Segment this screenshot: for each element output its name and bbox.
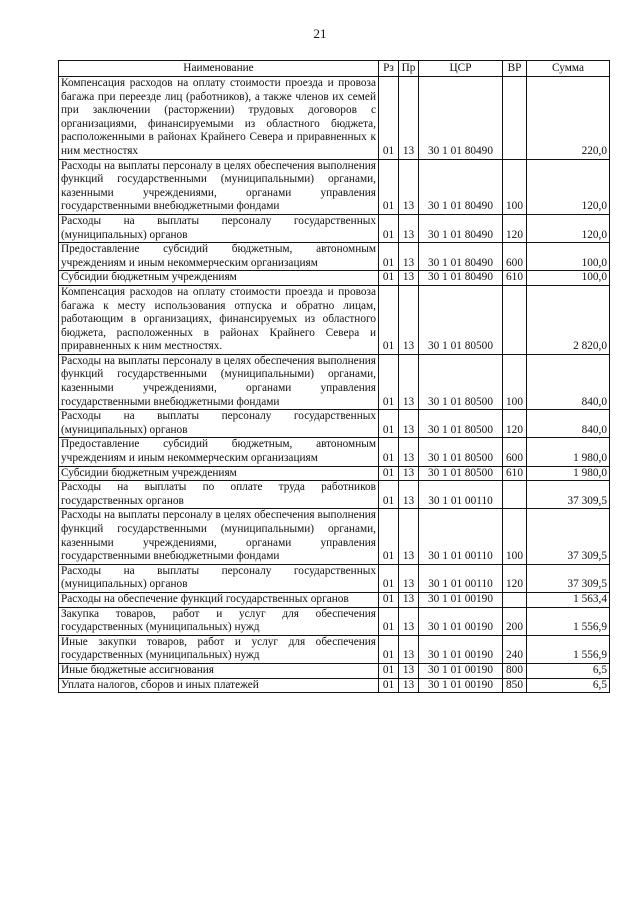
row-csr: 30 1 01 80490	[419, 159, 503, 214]
row-sum: 220,0	[527, 77, 610, 160]
row-sum: 37 309,5	[527, 564, 610, 592]
row-name: Расходы на выплаты персоналу в целях обеспечения выполнения функций государственными (муниципальными) органами, казенными учреждениями, органами управления государственными внебюджетными фондами	[59, 509, 379, 564]
table-row	[59, 243, 610, 271]
row-sum: 840,0	[527, 354, 610, 409]
table-row	[59, 285, 610, 354]
row-vr	[503, 481, 527, 509]
row-pr: 13	[399, 214, 419, 242]
row-sum: 1 980,0	[527, 438, 610, 466]
row-pr: 13	[399, 438, 419, 466]
row-csr: 30 1 01 80500	[419, 466, 503, 481]
table-row	[59, 663, 610, 678]
row-pr: 13	[399, 285, 419, 354]
row-vr: 100	[503, 509, 527, 564]
row-name: Субсидии бюджетным учреждениям	[59, 466, 379, 481]
row-vr: 600	[503, 243, 527, 271]
row-csr: 30 1 01 80490	[419, 271, 503, 286]
row-pr: 13	[399, 635, 419, 663]
row-rz: 01	[379, 214, 399, 242]
table-row	[59, 354, 610, 409]
row-csr: 30 1 01 80500	[419, 438, 503, 466]
row-rz: 01	[379, 592, 399, 607]
row-csr: 30 1 01 80490	[419, 77, 503, 160]
row-csr: 30 1 01 00190	[419, 663, 503, 678]
row-pr: 13	[399, 159, 419, 214]
row-rz: 01	[379, 481, 399, 509]
row-rz: 01	[379, 285, 399, 354]
row-csr: 30 1 01 80500	[419, 410, 503, 438]
row-rz: 01	[379, 438, 399, 466]
row-csr: 30 1 01 00110	[419, 481, 503, 509]
row-vr: 120	[503, 564, 527, 592]
row-pr: 13	[399, 663, 419, 678]
row-pr: 13	[399, 607, 419, 635]
row-csr: 30 1 01 00190	[419, 607, 503, 635]
table-row	[59, 466, 610, 481]
row-rz: 01	[379, 509, 399, 564]
row-sum: 120,0	[527, 214, 610, 242]
row-pr: 13	[399, 509, 419, 564]
row-sum: 100,0	[527, 271, 610, 286]
table-header-row	[59, 61, 610, 77]
header-vr: ВР	[503, 61, 527, 77]
row-sum: 1 556,9	[527, 635, 610, 663]
row-name: Предоставление субсидий бюджетным, автономным учреждениям и иным некоммерческим организациям	[59, 438, 379, 466]
row-sum: 1 563,4	[527, 592, 610, 607]
row-rz: 01	[379, 564, 399, 592]
row-csr: 30 1 01 00110	[419, 564, 503, 592]
row-rz: 01	[379, 466, 399, 481]
row-vr	[503, 285, 527, 354]
row-vr: 610	[503, 271, 527, 286]
table-row	[59, 214, 610, 242]
row-vr	[503, 77, 527, 160]
header-name: Наименование	[59, 61, 379, 77]
header-rz: Рз	[379, 61, 399, 77]
row-vr: 120	[503, 214, 527, 242]
row-sum: 100,0	[527, 243, 610, 271]
row-sum: 6,5	[527, 663, 610, 678]
row-name: Расходы на выплаты персоналу в целях обеспечения выполнения функций государственными (муниципальными) органами, казенными учреждениями, органами управления государственными внебюджетными фондами	[59, 159, 379, 214]
row-name: Расходы на выплаты персоналу государственных (муниципальных) органов	[59, 410, 379, 438]
table-row	[59, 481, 610, 509]
row-name: Компенсация расходов на оплату стоимости проезда и провоза багажа к месту использования отпуска и обратно лицам, работающим в организациях, финансируемых из областного бюджета, расположенных в районах Крайнего Севера и приравненных к ним местностях.	[59, 285, 379, 354]
row-name: Субсидии бюджетным учреждениям	[59, 271, 379, 286]
row-csr: 30 1 01 00190	[419, 678, 503, 693]
row-sum: 6,5	[527, 678, 610, 693]
row-pr: 13	[399, 481, 419, 509]
table-row	[59, 607, 610, 635]
table-row	[59, 410, 610, 438]
row-name: Расходы на выплаты персоналу государственных (муниципальных) органов	[59, 564, 379, 592]
row-vr: 800	[503, 663, 527, 678]
row-vr: 120	[503, 410, 527, 438]
header-sum: Сумма	[527, 61, 610, 77]
row-sum: 37 309,5	[527, 481, 610, 509]
row-name: Закупка товаров, работ и услуг для обеспечения государственных (муниципальных) нужд	[59, 607, 379, 635]
row-vr: 600	[503, 438, 527, 466]
row-name: Предоставление субсидий бюджетным, автономным учреждениям и иным некоммерческим организациям	[59, 243, 379, 271]
header-csr: ЦСР	[419, 61, 503, 77]
row-sum: 37 309,5	[527, 509, 610, 564]
row-rz: 01	[379, 607, 399, 635]
row-sum: 120,0	[527, 159, 610, 214]
row-pr: 13	[399, 271, 419, 286]
row-vr: 610	[503, 466, 527, 481]
row-vr: 100	[503, 354, 527, 409]
row-vr	[503, 592, 527, 607]
row-sum: 1 980,0	[527, 466, 610, 481]
row-csr: 30 1 01 00190	[419, 592, 503, 607]
table-row	[59, 77, 610, 160]
row-pr: 13	[399, 678, 419, 693]
table-row	[59, 438, 610, 466]
row-pr: 13	[399, 354, 419, 409]
page-number: 21	[313, 26, 327, 41]
row-rz: 01	[379, 243, 399, 271]
row-vr: 100	[503, 159, 527, 214]
row-name: Компенсация расходов на оплату стоимости проезда и провоза багажа при переезде лиц (работников), а также членов их семей при заключении (расторжении) трудовых договоров с организациями, финансируемыми из областного бюджета, расположенными в районах Крайнего Севера и приравненных к ним местностях	[59, 77, 379, 160]
table-row	[59, 592, 610, 607]
row-csr: 30 1 01 00190	[419, 635, 503, 663]
row-rz: 01	[379, 77, 399, 160]
row-pr: 13	[399, 77, 419, 160]
row-name: Расходы на выплаты по оплате труда работников государственных органов	[59, 481, 379, 509]
row-sum: 840,0	[527, 410, 610, 438]
row-rz: 01	[379, 410, 399, 438]
row-name: Расходы на выплаты персоналу в целях обеспечения выполнения функций государственными (муниципальными) органами, казенными учреждениями, органами управления государственными внебюджетными фондами	[59, 354, 379, 409]
row-name: Иные бюджетные ассигнования	[59, 663, 379, 678]
row-rz: 01	[379, 678, 399, 693]
row-pr: 13	[399, 592, 419, 607]
row-rz: 01	[379, 159, 399, 214]
table-row	[59, 159, 610, 214]
row-rz: 01	[379, 663, 399, 678]
table-row	[59, 635, 610, 663]
row-name: Уплата налогов, сборов и иных платежей	[59, 678, 379, 693]
row-name: Иные закупки товаров, работ и услуг для обеспечения государственных (муниципальных) нужд	[59, 635, 379, 663]
row-rz: 01	[379, 271, 399, 286]
table-row	[59, 271, 610, 286]
row-vr: 240	[503, 635, 527, 663]
budget-table	[58, 60, 610, 693]
row-rz: 01	[379, 354, 399, 409]
row-csr: 30 1 01 00110	[419, 509, 503, 564]
row-csr: 30 1 01 80500	[419, 354, 503, 409]
row-pr: 13	[399, 243, 419, 271]
row-name: Расходы на обеспечение функций государственных органов	[59, 592, 379, 607]
row-csr: 30 1 01 80500	[419, 285, 503, 354]
row-pr: 13	[399, 564, 419, 592]
table-row	[59, 678, 610, 693]
row-csr: 30 1 01 80490	[419, 243, 503, 271]
row-vr: 200	[503, 607, 527, 635]
row-rz: 01	[379, 635, 399, 663]
row-csr: 30 1 01 80490	[419, 214, 503, 242]
row-name: Расходы на выплаты персоналу государственных (муниципальных) органов	[59, 214, 379, 242]
row-vr: 850	[503, 678, 527, 693]
row-pr: 13	[399, 410, 419, 438]
table-row	[59, 564, 610, 592]
row-sum: 1 556,9	[527, 607, 610, 635]
header-pr: Пр	[399, 61, 419, 77]
table-row	[59, 509, 610, 564]
row-sum: 2 820,0	[527, 285, 610, 354]
row-pr: 13	[399, 466, 419, 481]
